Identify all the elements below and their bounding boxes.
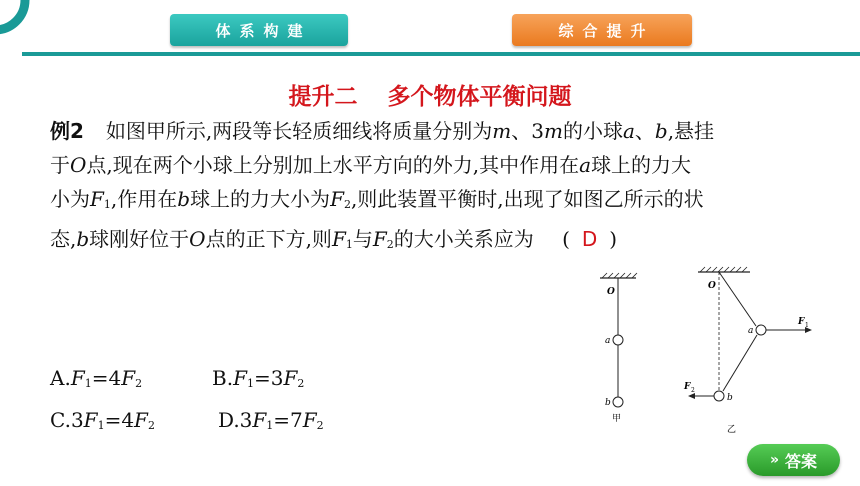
tab-system-construction[interactable]: 体系构建 — [170, 14, 348, 46]
figure-jia — [600, 273, 637, 424]
choice-a: $A.F_1=4F_2$ — [50, 366, 143, 390]
choice-d: $D.3F_1=7F_2$ — [218, 408, 324, 432]
svg-text:F: F — [684, 382, 691, 392]
choice-b: $B.F_1=3F_2$ — [212, 366, 305, 390]
problem-line-4: 态,b球刚好位于O点的正下方,则$F_1$与$F_2$的大小关系应为 ( D ) — [50, 227, 618, 251]
tab-comprehensive-improvement[interactable]: 综合提升 — [512, 14, 692, 46]
example-label: 例2 — [50, 119, 84, 143]
svg-text:a: a — [605, 336, 611, 346]
svg-text:O: O — [607, 287, 615, 297]
section-title: 提升二 多个物体平衡问题 — [288, 84, 572, 110]
answer-button[interactable]: » 答案 — [747, 444, 840, 476]
problem-line-3: 小为$F_1$,作用在b球上的力大小为$F_2$,则此装置平衡时,出现了如图乙所示的状 — [50, 187, 704, 211]
corner-decoration — [0, 0, 30, 42]
header-divider — [22, 52, 860, 56]
double-chevron-icon: » — [769, 452, 780, 468]
svg-text:甲: 甲 — [612, 414, 622, 424]
svg-text:2: 2 — [691, 387, 695, 394]
answer-value: D — [581, 227, 598, 251]
svg-text:b: b — [605, 398, 611, 408]
choice-c: $C.3F_1=4F_2$ — [50, 408, 155, 432]
problem-text — [50, 114, 840, 262]
problem-line-1: 例2 如图甲所示,两段等长轻质细线将质量分别为m、3m的小球a、b,悬挂 — [50, 119, 715, 143]
svg-text:乙: 乙 — [727, 425, 737, 435]
svg-text:1: 1 — [805, 322, 809, 329]
physics-figure — [580, 258, 820, 438]
problem-line-2: 于O点,现在两个小球上分别加上水平方向的外力,其中作用在a球上的力大 — [50, 153, 692, 177]
svg-text:b: b — [727, 393, 733, 403]
svg-text:F: F — [798, 317, 805, 327]
figure-yi — [683, 267, 812, 435]
svg-text:a: a — [748, 326, 754, 336]
svg-text:O: O — [708, 281, 716, 291]
